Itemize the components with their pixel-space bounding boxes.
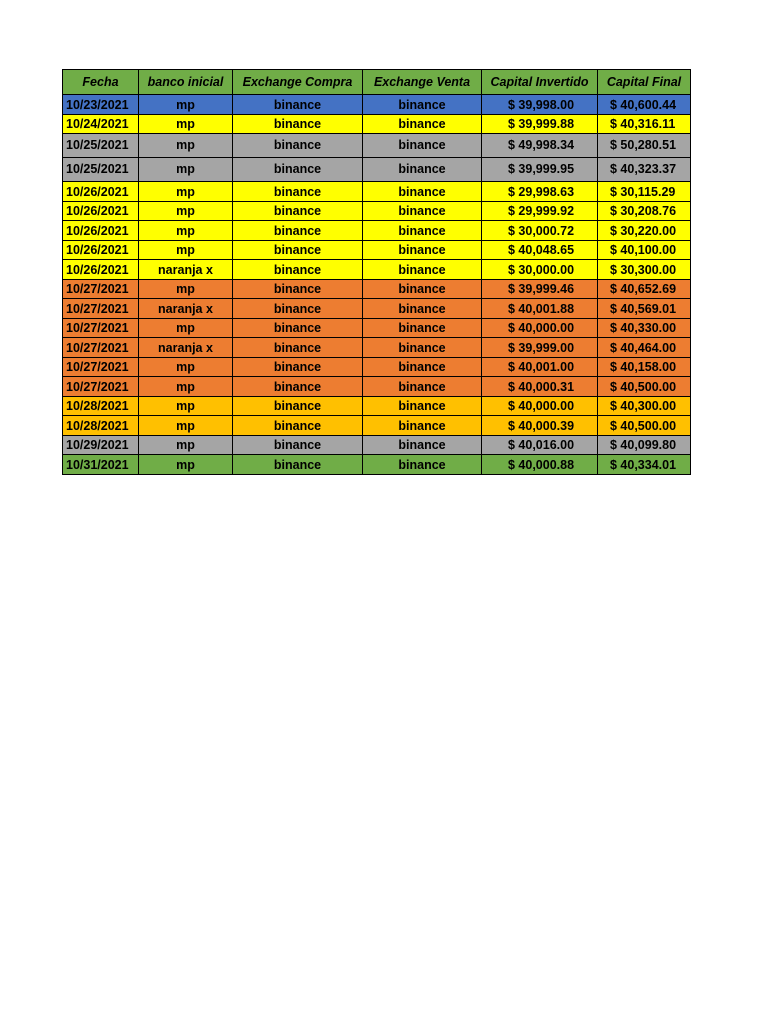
cell-fecha[interactable]: 10/27/2021 — [63, 318, 139, 338]
cell-fecha[interactable]: 10/26/2021 — [63, 221, 139, 241]
cell-fecha[interactable]: 10/27/2021 — [63, 338, 139, 358]
cell-capital-invertido[interactable]: $ 40,000.00 — [482, 318, 598, 338]
cell-exchange-compra[interactable]: binance — [233, 396, 363, 416]
cell-exchange-venta[interactable]: binance — [363, 435, 482, 455]
cell-capital-invertido[interactable]: $ 40,001.88 — [482, 299, 598, 319]
cell-capital-final[interactable]: $ 40,600.44 — [598, 95, 691, 115]
cell-exchange-venta[interactable]: binance — [363, 201, 482, 221]
cell-banco-inicial[interactable]: mp — [139, 221, 233, 241]
cell-fecha[interactable]: 10/27/2021 — [63, 299, 139, 319]
cell-capital-invertido[interactable]: $ 40,016.00 — [482, 435, 598, 455]
header-exchange-venta[interactable]: Exchange Venta — [363, 70, 482, 95]
cell-exchange-compra[interactable]: binance — [233, 95, 363, 115]
cell-exchange-venta[interactable]: binance — [363, 260, 482, 280]
cell-exchange-venta[interactable]: binance — [363, 318, 482, 338]
cell-fecha[interactable]: 10/24/2021 — [63, 114, 139, 134]
cell-capital-final[interactable]: $ 40,569.01 — [598, 299, 691, 319]
cell-exchange-venta[interactable]: binance — [363, 338, 482, 358]
table-row — [63, 201, 691, 221]
cell-exchange-venta[interactable]: binance — [363, 182, 482, 202]
header-exchange-compra[interactable]: Exchange Compra — [233, 70, 363, 95]
cell-capital-invertido[interactable]: $ 39,999.88 — [482, 114, 598, 134]
table-row — [63, 318, 691, 338]
cell-exchange-compra[interactable]: binance — [233, 182, 363, 202]
cell-fecha[interactable]: 10/25/2021 — [63, 158, 139, 182]
cell-fecha[interactable]: 10/26/2021 — [63, 260, 139, 280]
table-row — [63, 377, 691, 397]
cell-banco-inicial[interactable]: naranja x — [139, 338, 233, 358]
table-row — [63, 338, 691, 358]
table-row — [63, 357, 691, 377]
cell-banco-inicial[interactable]: mp — [139, 134, 233, 158]
cell-exchange-venta[interactable]: binance — [363, 158, 482, 182]
cell-exchange-compra[interactable]: binance — [233, 377, 363, 397]
header-capital-invertido[interactable]: Capital Invertido — [482, 70, 598, 95]
cell-banco-inicial[interactable]: naranja x — [139, 299, 233, 319]
table-row — [63, 182, 691, 202]
cell-capital-invertido[interactable]: $ 30,000.72 — [482, 221, 598, 241]
cell-exchange-compra[interactable]: binance — [233, 240, 363, 260]
table-row — [63, 158, 691, 182]
cell-fecha[interactable]: 10/28/2021 — [63, 396, 139, 416]
cell-capital-final[interactable]: $ 40,158.00 — [598, 357, 691, 377]
cell-banco-inicial[interactable]: mp — [139, 95, 233, 115]
cell-exchange-venta[interactable]: binance — [363, 134, 482, 158]
cell-fecha[interactable]: 10/26/2021 — [63, 182, 139, 202]
cell-capital-invertido[interactable]: $ 40,000.88 — [482, 455, 598, 475]
cell-capital-final[interactable]: $ 30,300.00 — [598, 260, 691, 280]
cell-fecha[interactable]: 10/27/2021 — [63, 377, 139, 397]
cell-capital-final[interactable]: $ 40,652.69 — [598, 279, 691, 299]
cell-banco-inicial[interactable]: mp — [139, 240, 233, 260]
cell-exchange-compra[interactable]: binance — [233, 134, 363, 158]
cell-exchange-compra[interactable]: binance — [233, 221, 363, 241]
cell-capital-final[interactable]: $ 40,500.00 — [598, 377, 691, 397]
cell-banco-inicial[interactable]: mp — [139, 416, 233, 436]
cell-capital-final[interactable]: $ 40,464.00 — [598, 338, 691, 358]
cell-exchange-compra[interactable]: binance — [233, 158, 363, 182]
cell-exchange-venta[interactable]: binance — [363, 377, 482, 397]
table-row — [63, 134, 691, 158]
cell-fecha[interactable]: 10/28/2021 — [63, 416, 139, 436]
cell-capital-final[interactable]: $ 40,330.00 — [598, 318, 691, 338]
cell-exchange-venta[interactable]: binance — [363, 114, 482, 134]
cell-capital-final[interactable]: $ 40,500.00 — [598, 416, 691, 436]
cell-fecha[interactable]: 10/31/2021 — [63, 455, 139, 475]
cell-exchange-compra[interactable]: binance — [233, 279, 363, 299]
table-row — [63, 299, 691, 319]
table-row — [63, 114, 691, 134]
cell-banco-inicial[interactable]: mp — [139, 455, 233, 475]
table-row — [63, 240, 691, 260]
cell-capital-invertido[interactable]: $ 49,998.34 — [482, 134, 598, 158]
cell-exchange-compra[interactable]: binance — [233, 114, 363, 134]
cell-banco-inicial[interactable]: mp — [139, 318, 233, 338]
cell-capital-final[interactable]: $ 40,099.80 — [598, 435, 691, 455]
cell-capital-invertido[interactable]: $ 39,999.95 — [482, 158, 598, 182]
table-row — [63, 455, 691, 475]
cell-banco-inicial[interactable]: mp — [139, 435, 233, 455]
cell-exchange-venta[interactable]: binance — [363, 95, 482, 115]
cell-exchange-venta[interactable]: binance — [363, 279, 482, 299]
cell-capital-invertido[interactable]: $ 40,000.31 — [482, 377, 598, 397]
cell-banco-inicial[interactable]: mp — [139, 357, 233, 377]
header-banco-inicial[interactable]: banco inicial — [139, 70, 233, 95]
cell-fecha[interactable]: 10/26/2021 — [63, 201, 139, 221]
table-row — [63, 396, 691, 416]
cell-banco-inicial[interactable]: naranja x — [139, 260, 233, 280]
cell-exchange-venta[interactable]: binance — [363, 240, 482, 260]
cell-fecha[interactable]: 10/23/2021 — [63, 95, 139, 115]
cell-capital-invertido[interactable]: $ 40,000.00 — [482, 396, 598, 416]
cell-capital-invertido[interactable]: $ 39,999.00 — [482, 338, 598, 358]
cell-banco-inicial[interactable]: mp — [139, 201, 233, 221]
cell-fecha[interactable]: 10/25/2021 — [63, 134, 139, 158]
cell-exchange-venta[interactable]: binance — [363, 221, 482, 241]
cell-fecha[interactable]: 10/27/2021 — [63, 279, 139, 299]
cell-banco-inicial[interactable]: mp — [139, 182, 233, 202]
cell-capital-invertido[interactable]: $ 40,001.00 — [482, 357, 598, 377]
cell-banco-inicial[interactable]: mp — [139, 158, 233, 182]
cell-exchange-venta[interactable]: binance — [363, 396, 482, 416]
transactions-table — [62, 69, 691, 475]
cell-exchange-compra[interactable]: binance — [233, 357, 363, 377]
table-row — [63, 221, 691, 241]
table-header — [63, 70, 691, 95]
table-row — [63, 95, 691, 115]
cell-capital-final[interactable]: $ 30,208.76 — [598, 201, 691, 221]
cell-exchange-venta[interactable]: binance — [363, 299, 482, 319]
cell-fecha[interactable]: 10/27/2021 — [63, 357, 139, 377]
header-capital-final[interactable]: Capital Final — [598, 70, 691, 95]
table-body — [63, 95, 691, 475]
cell-capital-invertido[interactable]: $ 40,048.65 — [482, 240, 598, 260]
table-row — [63, 260, 691, 280]
cell-capital-invertido[interactable]: $ 39,999.46 — [482, 279, 598, 299]
header-fecha[interactable]: Fecha — [63, 70, 139, 95]
cell-capital-final[interactable]: $ 40,316.11 — [598, 114, 691, 134]
cell-exchange-compra[interactable]: binance — [233, 455, 363, 475]
cell-banco-inicial[interactable]: mp — [139, 279, 233, 299]
cell-capital-final[interactable]: $ 30,115.29 — [598, 182, 691, 202]
cell-capital-invertido[interactable]: $ 40,000.39 — [482, 416, 598, 436]
cell-capital-final[interactable]: $ 40,334.01 — [598, 455, 691, 475]
cell-exchange-compra[interactable]: binance — [233, 416, 363, 436]
cell-banco-inicial[interactable]: mp — [139, 396, 233, 416]
cell-capital-invertido[interactable]: $ 29,998.63 — [482, 182, 598, 202]
cell-exchange-compra[interactable]: binance — [233, 299, 363, 319]
cell-exchange-compra[interactable]: binance — [233, 338, 363, 358]
table-row — [63, 279, 691, 299]
cell-fecha[interactable]: 10/29/2021 — [63, 435, 139, 455]
cell-exchange-compra[interactable]: binance — [233, 435, 363, 455]
cell-capital-final[interactable]: $ 50,280.51 — [598, 134, 691, 158]
cell-capital-invertido[interactable]: $ 39,998.00 — [482, 95, 598, 115]
cell-banco-inicial[interactable]: mp — [139, 377, 233, 397]
cell-capital-final[interactable]: $ 40,300.00 — [598, 396, 691, 416]
header-row — [63, 70, 691, 95]
cell-capital-invertido[interactable]: $ 29,999.92 — [482, 201, 598, 221]
cell-exchange-compra[interactable]: binance — [233, 318, 363, 338]
cell-capital-final[interactable]: $ 40,323.37 — [598, 158, 691, 182]
cell-exchange-compra[interactable]: binance — [233, 260, 363, 280]
cell-capital-final[interactable]: $ 40,100.00 — [598, 240, 691, 260]
table-row — [63, 435, 691, 455]
cell-exchange-compra[interactable]: binance — [233, 201, 363, 221]
cell-exchange-venta[interactable]: binance — [363, 357, 482, 377]
cell-banco-inicial[interactable]: mp — [139, 114, 233, 134]
cell-capital-invertido[interactable]: $ 30,000.00 — [482, 260, 598, 280]
table-row — [63, 416, 691, 436]
cell-fecha[interactable]: 10/26/2021 — [63, 240, 139, 260]
cell-exchange-venta[interactable]: binance — [363, 416, 482, 436]
cell-exchange-venta[interactable]: binance — [363, 455, 482, 475]
cell-capital-final[interactable]: $ 30,220.00 — [598, 221, 691, 241]
